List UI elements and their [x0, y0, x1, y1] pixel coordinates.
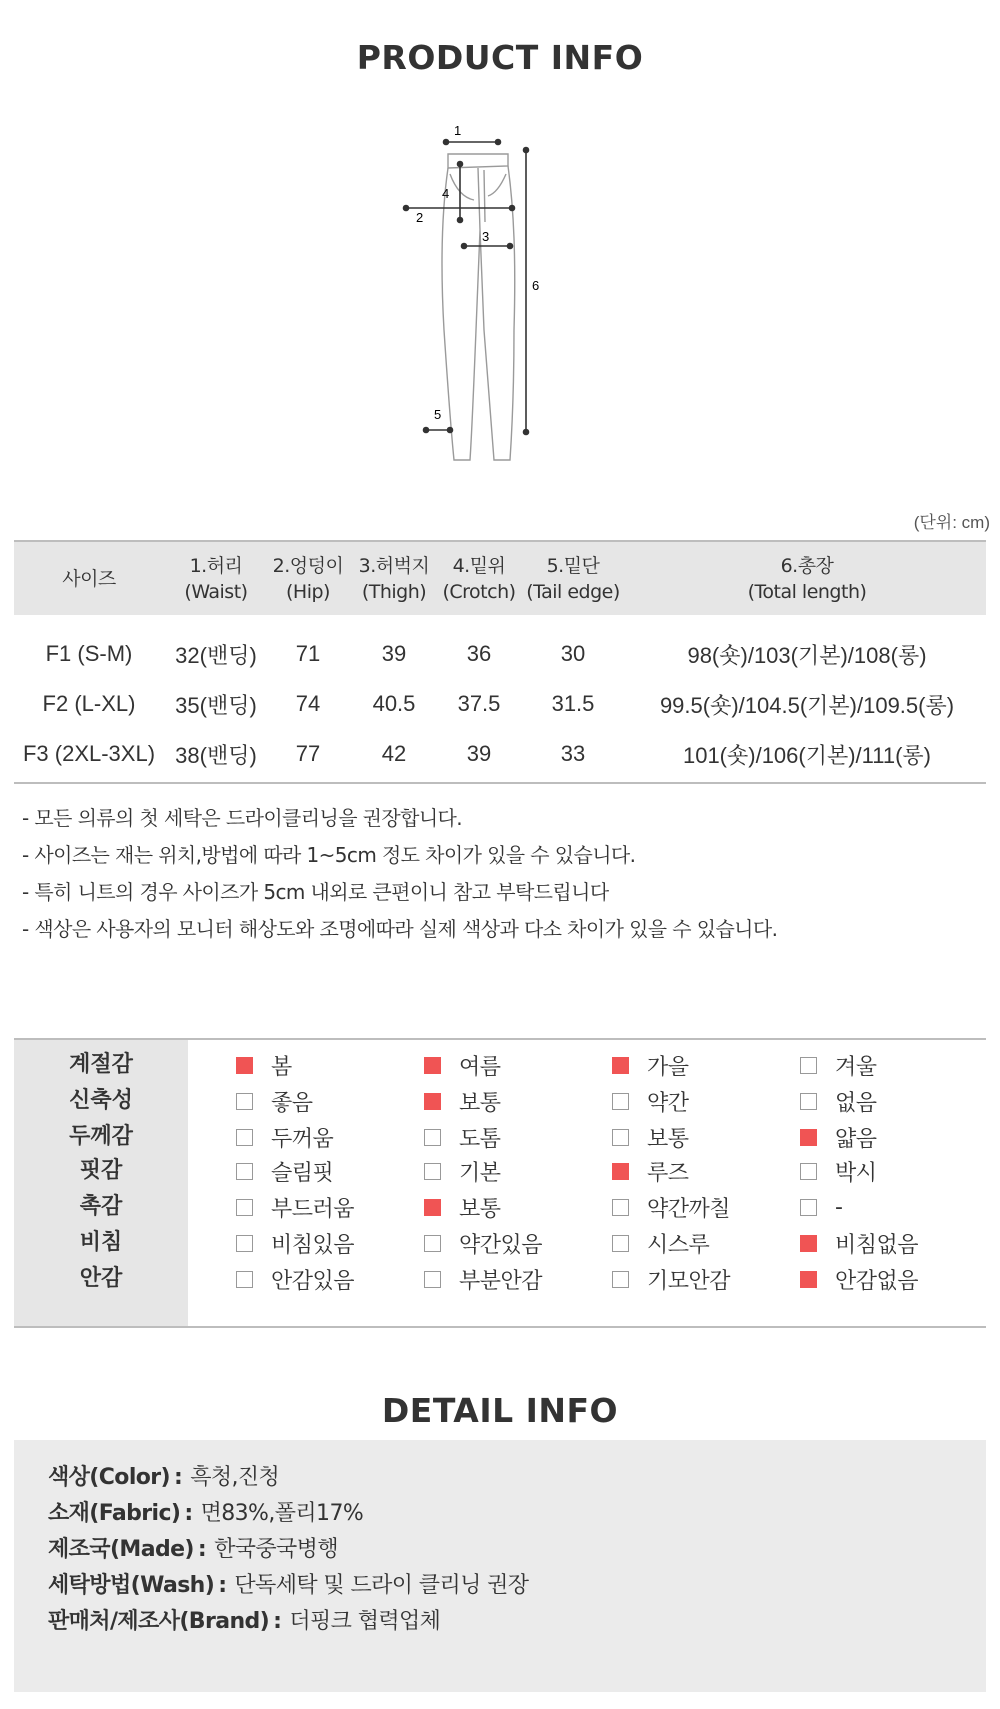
unchecked-box-icon [612, 1199, 629, 1216]
option-label: 겨울 [835, 1054, 877, 1080]
cell-thigh: 42 [381, 741, 407, 766]
option-label: 없음 [835, 1090, 877, 1116]
header-sub: (Waist) [184, 580, 248, 603]
header-tail-edge [518, 541, 628, 615]
detail-value: 단독세탁 및 드라이 클리닝 권장 [234, 1573, 529, 1598]
unchecked-box-icon [236, 1199, 253, 1216]
checked-box-icon [424, 1093, 441, 1110]
checked-box-icon [800, 1235, 817, 1252]
table-row [14, 615, 986, 679]
checked-box-icon [236, 1057, 253, 1074]
header-thigh [348, 541, 440, 615]
attribute-option [612, 1152, 689, 1190]
cell-total-length: 99.5(숏)/104.5(기본)/109.5(롱) [659, 692, 955, 718]
unchecked-box-icon [612, 1093, 629, 1110]
attribute-option [612, 1260, 730, 1298]
detail-key: 소재(Fabric) [48, 1501, 181, 1526]
unchecked-box-icon [236, 1235, 253, 1252]
pants-measurement-diagram [416, 123, 610, 490]
detail-value: 흑청,진청 [190, 1465, 280, 1490]
diagram-label-1: 1 [454, 123, 462, 138]
size-table [14, 540, 986, 791]
detail-separator: : [184, 1501, 193, 1526]
checked-box-icon [424, 1057, 441, 1074]
option-label: 얇음 [835, 1126, 877, 1152]
header-line: 사이즈 [62, 567, 116, 590]
detail-separator: : [173, 1465, 183, 1490]
diagram-label-5: 5 [434, 407, 442, 422]
note-item: - 사이즈는 재는 위치,방법에 따라 1~5cm 정도 차이가 있을 수 있습니다. [22, 843, 636, 867]
detail-separator: : [273, 1609, 282, 1634]
option-label: 보통 [459, 1090, 501, 1116]
unit-note: (단위: cm) [913, 513, 990, 532]
diagram-label-3: 3 [482, 229, 490, 244]
attribute-name: 핏감 [79, 1158, 123, 1183]
header-line: 3.허벅지 [358, 554, 430, 577]
checked-box-icon [612, 1057, 629, 1074]
checked-box-icon [612, 1163, 629, 1180]
cell-size: F3 (2XL-3XL) [22, 741, 156, 766]
detail-key: 제조국(Made) [48, 1537, 194, 1562]
attribute-option [800, 1260, 918, 1298]
cell-crotch: 39 [466, 741, 492, 766]
diagram-label-2: 2 [416, 210, 424, 225]
option-label: 보통 [459, 1196, 501, 1222]
attribute-option [236, 1224, 354, 1262]
checked-box-icon [800, 1129, 817, 1146]
diagram-label-6: 6 [532, 278, 540, 293]
attribute-name: 계절감 [69, 1052, 133, 1077]
attribute-row [14, 1046, 986, 1084]
detail-info-title: DETAIL INFO [381, 1391, 619, 1430]
detail-info-box [14, 1440, 986, 1692]
diagram-label-4: 4 [442, 186, 450, 201]
option-label: 도톰 [459, 1126, 501, 1152]
detail-row-made [48, 1532, 338, 1563]
detail-row-brand [48, 1604, 440, 1635]
care-notes [22, 800, 777, 948]
unchecked-box-icon [424, 1271, 441, 1288]
option-label: 좋음 [271, 1090, 313, 1116]
option-label: 비침없음 [835, 1232, 919, 1258]
cell-crotch: 36 [466, 641, 492, 666]
attribute-option [800, 1224, 918, 1262]
cell-waist: 32(밴딩) [175, 642, 257, 668]
attribute-name: 안감 [79, 1266, 123, 1291]
detail-row-color [48, 1460, 279, 1491]
attribute-name: 신축성 [69, 1088, 133, 1113]
header-line: 5.밑단 [546, 554, 600, 577]
unchecked-box-icon [612, 1271, 629, 1288]
attribute-option [236, 1046, 292, 1084]
detail-key: 세탁방법(Wash) [48, 1573, 215, 1598]
unchecked-box-icon [800, 1057, 817, 1074]
cell-size: F2 (L-XL) [42, 691, 136, 716]
unchecked-box-icon [424, 1163, 441, 1180]
unchecked-box-icon [424, 1235, 441, 1252]
size-table-header [14, 541, 986, 615]
attribute-option [800, 1046, 877, 1084]
header-line: 1.허리 [189, 554, 243, 577]
attribute-row [14, 1260, 986, 1298]
detail-separator: : [197, 1537, 207, 1562]
unchecked-box-icon [424, 1129, 441, 1146]
option-label: 안감있음 [271, 1268, 355, 1294]
header-line: 6.총장 [780, 554, 834, 577]
note-item: - 모든 의류의 첫 세탁은 드라이클리닝을 권장합니다. [22, 806, 463, 830]
note-item: - 특히 니트의 경우 사이즈가 5cm 내외로 큰편이니 참고 부탁드립니다 [22, 880, 609, 904]
detail-row-fabric [48, 1496, 363, 1527]
checked-box-icon [424, 1199, 441, 1216]
option-label: 부드러움 [271, 1196, 355, 1222]
attribute-option [612, 1188, 730, 1226]
header-sub: (Total length) [747, 580, 867, 603]
unchecked-box-icon [236, 1093, 253, 1110]
attribute-option [612, 1082, 689, 1120]
cell-tail-edge: 31.5 [551, 691, 595, 716]
option-label: 두꺼움 [271, 1126, 334, 1152]
option-label: 약간있음 [459, 1232, 543, 1258]
header-sub: (Hip) [286, 580, 330, 603]
detail-key: 판매처/제조사(Brand) [48, 1609, 270, 1634]
unchecked-box-icon [236, 1271, 253, 1288]
option-label: 비침있음 [271, 1232, 355, 1258]
cell-size: F1 (S-M) [45, 641, 133, 666]
option-label: 박시 [835, 1160, 877, 1186]
unchecked-box-icon [612, 1129, 629, 1146]
unchecked-box-icon [800, 1199, 817, 1216]
detail-separator: : [218, 1573, 227, 1598]
attribute-row [14, 1188, 986, 1226]
cell-crotch: 37.5 [457, 691, 501, 716]
unchecked-box-icon [612, 1235, 629, 1252]
detail-value: 면83%,폴리17% [200, 1501, 364, 1526]
product-info-title: PRODUCT INFO [356, 38, 644, 77]
attribute-name: 촉감 [79, 1194, 123, 1219]
unchecked-box-icon [236, 1129, 253, 1146]
header-crotch [440, 541, 518, 615]
option-label: 봄 [271, 1054, 292, 1080]
attribute-row [14, 1152, 986, 1190]
detail-key: 색상(Color) [48, 1465, 170, 1490]
unchecked-box-icon [800, 1163, 817, 1180]
attribute-option [424, 1152, 501, 1190]
unchecked-box-icon [236, 1163, 253, 1180]
option-label: 부분안감 [459, 1268, 543, 1294]
attribute-option [800, 1118, 877, 1156]
cell-thigh: 40.5 [372, 691, 416, 716]
cell-waist: 38(밴딩) [175, 742, 257, 768]
attribute-name: 두께감 [69, 1124, 133, 1149]
detail-value: 한국중국병행 [214, 1537, 338, 1562]
attribute-option [236, 1152, 333, 1190]
header-sub: (Crotch) [442, 580, 516, 603]
header-hip [268, 541, 348, 615]
attribute-row [14, 1082, 986, 1120]
attribute-option [612, 1046, 689, 1084]
header-line: 2.엉덩이 [272, 554, 344, 577]
option-label: 기본 [459, 1160, 501, 1186]
option-label: 안감없음 [835, 1268, 919, 1294]
cell-thigh: 39 [381, 641, 407, 666]
note-item: - 색상은 사용자의 모니터 해상도와 조명에따라 실제 색상과 다소 차이가 있을 수 있습니다. [22, 917, 778, 941]
detail-value: 더핑크 협력업체 [289, 1609, 441, 1634]
attribute-option [424, 1082, 501, 1120]
header-line: 4.밑위 [452, 554, 506, 577]
table-row [14, 679, 986, 729]
attribute-row [14, 1224, 986, 1262]
option-label: 루즈 [647, 1160, 689, 1186]
header-sub: (Thigh) [361, 580, 427, 603]
cell-hip: 71 [295, 641, 321, 666]
attribute-option [800, 1188, 842, 1226]
attribute-option [424, 1118, 501, 1156]
unchecked-box-icon [800, 1093, 817, 1110]
cell-waist: 35(밴딩) [175, 692, 257, 718]
cell-tail-edge: 33 [560, 741, 586, 766]
attribute-option [800, 1082, 877, 1120]
attribute-name: 비침 [79, 1230, 123, 1255]
cell-total-length: 101(숏)/106(기본)/111(롱) [682, 742, 932, 768]
header-waist [164, 541, 268, 615]
attribute-option [236, 1188, 354, 1226]
option-label: 약간 [647, 1090, 689, 1116]
option-label: 가을 [647, 1054, 689, 1080]
cell-hip: 77 [295, 741, 321, 766]
cell-total-length: 98(숏)/103(기본)/108(롱) [687, 642, 927, 668]
attribute-option [424, 1260, 542, 1298]
header-total-length [628, 541, 986, 615]
option-label: 기모안감 [647, 1268, 731, 1294]
header-size [14, 541, 164, 615]
option-label: 여름 [459, 1054, 501, 1080]
option-label: 약간까칠 [647, 1196, 731, 1222]
option-label: 보통 [647, 1126, 689, 1152]
attribute-option [612, 1118, 689, 1156]
attribute-option [424, 1224, 542, 1262]
attribute-option [424, 1188, 501, 1226]
attribute-option [800, 1152, 877, 1190]
checked-box-icon [800, 1271, 817, 1288]
cell-tail-edge: 30 [560, 641, 586, 666]
cell-hip: 74 [295, 691, 321, 716]
header-sub: (Tail edge) [526, 580, 620, 603]
table-divider [14, 782, 986, 784]
attribute-option [236, 1260, 354, 1298]
attribute-option [424, 1046, 501, 1084]
detail-row-wash [48, 1568, 528, 1599]
attribute-option [236, 1082, 313, 1120]
option-label: 슬림핏 [271, 1160, 334, 1186]
option-label: 시스루 [647, 1232, 710, 1258]
attribute-option [612, 1224, 709, 1262]
option-label: - [835, 1194, 843, 1220]
attribute-option [236, 1118, 333, 1156]
attribute-table [14, 1038, 986, 1328]
attribute-row [14, 1118, 986, 1156]
